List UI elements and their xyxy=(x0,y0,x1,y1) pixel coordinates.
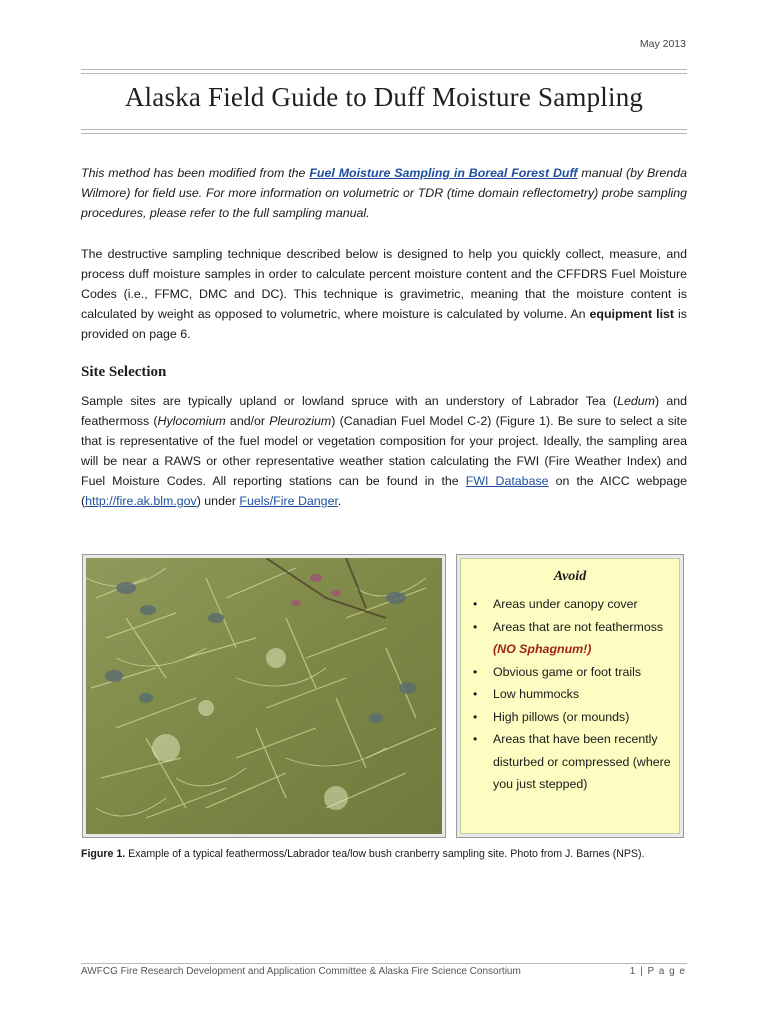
aicc-url-link[interactable]: http://fire.ak.blm.gov xyxy=(85,494,197,508)
bullet-icon: • xyxy=(473,709,478,724)
title-bottom-rule xyxy=(81,129,687,130)
no-sphagnum-note: (NO Sphagnum!) xyxy=(493,642,592,656)
species-pleurozium: Pleurozium xyxy=(269,414,332,428)
avoid-item xyxy=(469,616,671,661)
avoid-item-text: Areas under canopy cover xyxy=(493,597,638,611)
bullet-icon: • xyxy=(473,664,478,679)
figure-caption xyxy=(81,848,691,860)
avoid-item-text: High pillows (or mounds) xyxy=(493,709,630,724)
fuels-fire-danger-link[interactable]: Fuels/Fire Danger xyxy=(239,494,338,508)
avoid-item xyxy=(469,683,671,706)
avoid-callout-inner xyxy=(460,558,680,834)
avoid-list xyxy=(469,593,671,796)
footer-rule xyxy=(81,963,687,964)
species-ledum: Ledum xyxy=(617,394,655,408)
avoid-callout-box xyxy=(456,554,684,838)
avoid-item xyxy=(469,593,671,616)
bullet-icon: • xyxy=(473,687,478,701)
avoid-item xyxy=(469,706,671,729)
species-hylocomium: Hylocomium xyxy=(157,414,226,428)
site-text-3: and/or xyxy=(225,414,270,428)
figure-label: Figure 1. xyxy=(81,848,126,860)
avoid-item xyxy=(469,728,671,796)
avoid-item-text: Low hummocks xyxy=(493,687,580,701)
title-top-rule-2 xyxy=(81,73,687,74)
avoid-item-text: Obvious game or foot trails xyxy=(493,664,642,679)
method-text-end: is provided on page 6. xyxy=(81,307,687,341)
site-selection-heading: Site Selection xyxy=(81,364,167,380)
site-text-2: ) and feathermoss ( xyxy=(81,394,687,428)
site-text-7: . xyxy=(337,494,342,508)
site-text-4: ) (Canadian Fuel Model C-2) (Figure 1). Be sure to select a site that is representative of the fuel model or vegetation composition for your project. Ideally, the sampling area will be near a RAWS or other representative weather station calculating the FWI (Fire Weather Index) and Fuel Moisture Codes. All reporting stations can be found in the xyxy=(81,414,687,488)
intro-suffix: manual (by Brenda Wilmore) for field use. For more information on volumetric or TDR (time domain reflectometry) probe sampling procedures, please refer to the full sampling manual. xyxy=(81,166,688,220)
site-selection-paragraph xyxy=(81,391,687,511)
method-paragraph xyxy=(81,244,687,344)
method-text: The destructive sampling technique described below is designed to help you quickly collect, measure, and process duff moisture samples in order to calculate percent moisture content and the CFFDRS Fuel Moisture Codes (i.e., FFMC, DMC and DC). This technique is gravimetric, meaning that the moisture content is calculated by weight as opposed to volumetric, where moisture is calculated by volume. An xyxy=(81,247,687,321)
avoid-title: Avoid xyxy=(553,569,587,584)
site-text-6: ) under xyxy=(196,494,240,508)
equipment-list-ref: equipment list xyxy=(589,307,675,321)
bullet-icon: • xyxy=(473,732,478,746)
title-top-rule xyxy=(81,69,687,70)
page-number: 1 | P a g e xyxy=(629,966,686,977)
avoid-item-text: Areas that are not feathermoss xyxy=(493,619,664,634)
feathermoss-site-photo xyxy=(82,554,446,838)
bullet-icon: • xyxy=(473,619,478,634)
intro-prefix: This method has been modified from the xyxy=(81,166,310,180)
site-text-1: Sample sites are typically upland or lowland spruce with an understory of Labrador Tea ( xyxy=(81,394,618,408)
manual-link[interactable]: Fuel Moisture Sampling in Boreal Forest Duff xyxy=(309,166,578,180)
title-bottom-rule-2 xyxy=(81,133,687,134)
document-date: May 2013 xyxy=(639,38,686,50)
avoid-item xyxy=(469,661,671,684)
avoid-item-text: Areas that have been recently disturbed or compressed (where you just stepped) xyxy=(493,732,671,791)
moss-photo-illustration xyxy=(86,558,442,834)
figure-caption-text: Example of a typical feathermoss/Labrador tea/low bush cranberry sampling site. Photo from J. Barnes (NPS). xyxy=(125,848,645,860)
document-title: Alaska Field Guide to Duff Moisture Sampling xyxy=(124,82,644,112)
bullet-icon: • xyxy=(473,597,478,611)
site-text-5: on the AICC webpage ( xyxy=(81,474,687,508)
intro-paragraph xyxy=(81,163,687,223)
footer-credit: AWFCG Fire Research Development and Application Committee & Alaska Fire Science Consortium xyxy=(81,966,521,977)
fwi-database-link[interactable]: FWI Database xyxy=(465,474,549,488)
